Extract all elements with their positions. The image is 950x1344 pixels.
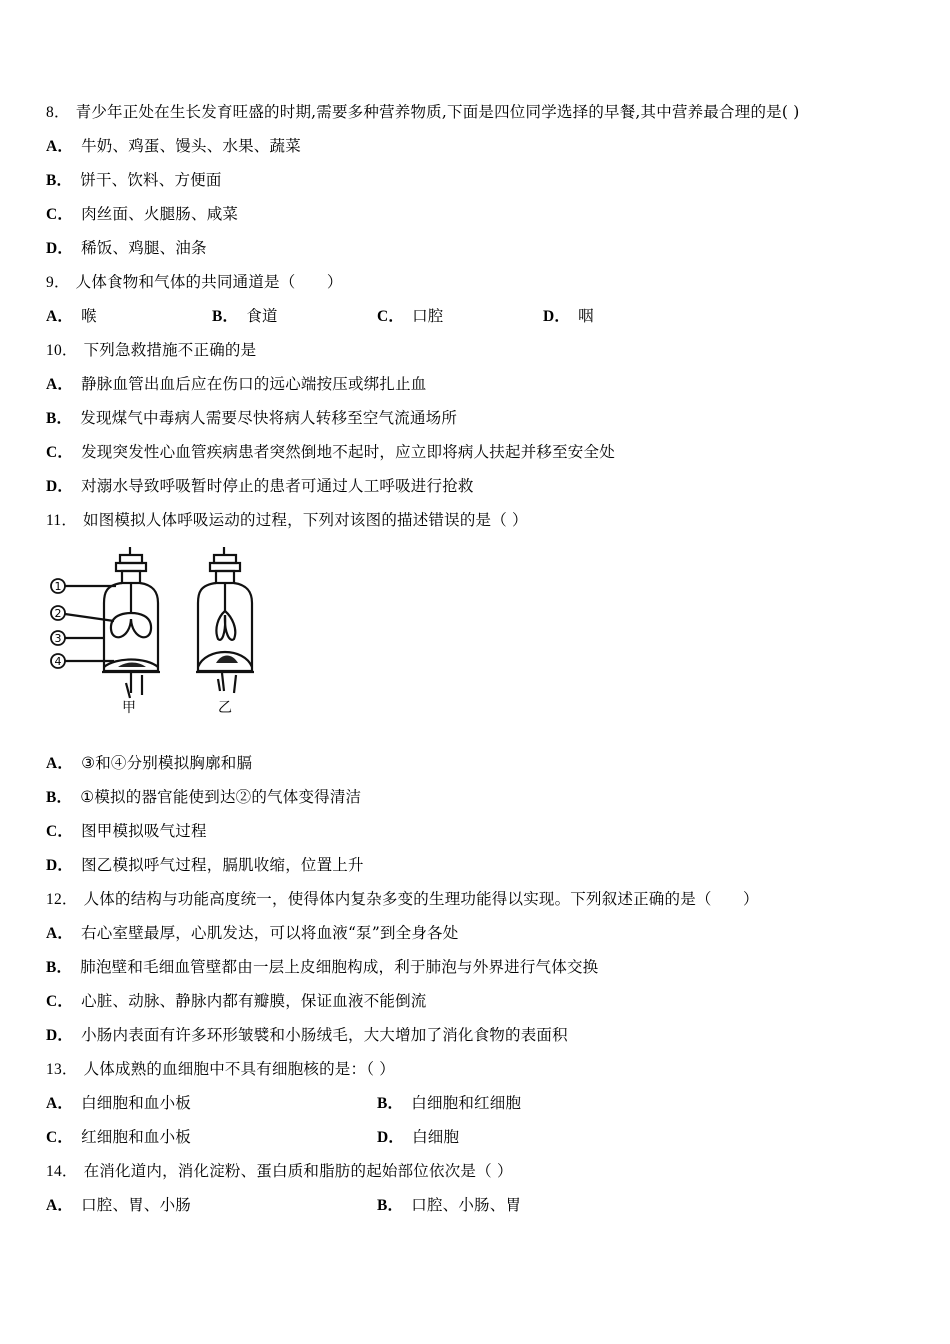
option-label: B． [377, 1095, 404, 1112]
question-9-option-b [212, 306, 278, 327]
question-number: 9． [46, 274, 70, 291]
option-label: A． [46, 376, 74, 393]
option-text: 白细胞和红细胞 [411, 1094, 522, 1112]
option-text: 图甲模拟吸气过程 [81, 822, 207, 840]
marker-1: 1 [54, 580, 62, 593]
question-text: 青少年正处在生长发育旺盛的时期,需要多种营养物质,下面是四位同学选择的早餐,其中营养最合理的是( ) [75, 103, 800, 121]
question-number: 14． [46, 1163, 78, 1180]
figure-caption-jia: 甲 [122, 700, 136, 716]
option-text: ①模拟的器官能使到达②的气体变得清洁 [80, 788, 362, 806]
option-label: B． [46, 410, 73, 427]
question-11-option-d [46, 855, 364, 876]
question-number: 12． [46, 891, 78, 908]
question-text: 如图模拟人体呼吸运动的过程，下列对该图的描述错误的是（ ） [83, 511, 528, 529]
question-9-option-d [543, 306, 594, 327]
option-label: D． [377, 1129, 405, 1146]
question-10-option-b [46, 408, 457, 429]
option-label: C． [46, 444, 74, 461]
question-10-option-c [46, 442, 615, 463]
question-text: 人体的结构与功能高度统一，使得体内复杂多变的生理功能得以实现。下列叙述正确的是（ ） [83, 890, 759, 908]
question-text: 在消化道内，消化淀粉、蛋白质和脂肪的起始部位依次是（ ） [83, 1162, 513, 1180]
marker-3: 3 [54, 632, 62, 645]
question-9-option-a [46, 306, 97, 327]
question-number: 11． [46, 512, 78, 529]
option-text: 口腔 [412, 307, 444, 325]
question-13-option-a [46, 1093, 191, 1114]
option-label: B． [46, 172, 73, 189]
option-text: 白细胞 [412, 1128, 460, 1146]
question-number: 10． [46, 342, 78, 359]
option-label: A． [46, 1095, 74, 1112]
question-9-option-c [377, 306, 444, 327]
option-label: B． [46, 789, 73, 806]
question-number: 8． [46, 104, 70, 121]
figure-caption-yi: 乙 [218, 700, 232, 716]
option-label: C． [46, 1129, 74, 1146]
bell-jar-diagram [46, 543, 276, 723]
question-text: 人体成熟的血细胞中不具有细胞核的是：（ ） [83, 1060, 395, 1078]
option-label: B． [377, 1197, 404, 1214]
option-text: 牛奶、鸡蛋、馒头、水果、蔬菜 [81, 137, 301, 155]
question-11-option-a [46, 753, 252, 774]
question-8-stem [46, 102, 799, 123]
question-13-option-c [46, 1127, 191, 1148]
question-11-option-b [46, 787, 361, 808]
option-text: 喉 [81, 307, 97, 325]
option-text: 食道 [246, 307, 278, 325]
option-text: 稀饭、鸡腿、油条 [81, 239, 207, 257]
question-8-option-c [46, 204, 238, 225]
question-12-option-d [46, 1025, 568, 1046]
option-label: B． [212, 308, 239, 325]
question-13-option-d [377, 1127, 459, 1148]
breathing-model-figure [46, 543, 276, 723]
option-label: C． [46, 993, 74, 1010]
question-8-option-b [46, 170, 222, 191]
option-label: D． [46, 857, 74, 874]
option-label: C． [46, 823, 74, 840]
option-label: B． [46, 959, 73, 976]
option-label: D． [46, 1027, 74, 1044]
question-13-option-b [377, 1093, 521, 1114]
option-label: D． [543, 308, 571, 325]
question-8-option-a [46, 136, 301, 157]
option-text: 对溺水导致呼吸暂时停止的患者可通过人工呼吸进行抢救 [81, 477, 474, 495]
question-text: 人体食物和气体的共同通道是（ ） [75, 273, 343, 291]
option-text: 图乙模拟呼气过程，膈肌收缩，位置上升 [81, 856, 364, 874]
option-label: C． [46, 206, 74, 223]
question-10-option-d [46, 476, 474, 497]
question-11-stem [46, 510, 528, 531]
option-text: 发现煤气中毒病人需要尽快将病人转移至空气流通场所 [80, 409, 458, 427]
question-text: 下列急救措施不正确的是 [83, 341, 257, 359]
marker-2: 2 [54, 607, 62, 620]
option-text: 红细胞和血小板 [81, 1128, 191, 1146]
option-label: D． [46, 240, 74, 257]
option-text: 发现突发性心血管疾病患者突然倒地不起时，应立即将病人扶起并移至安全处 [81, 443, 615, 461]
question-10-stem [46, 340, 256, 361]
option-label: D． [46, 478, 74, 495]
question-13-stem [46, 1059, 395, 1080]
option-text: 口腔、小肠、胃 [411, 1196, 522, 1214]
option-text: 小肠内表面有许多环形皱襞和小肠绒毛，大大增加了消化食物的表面积 [81, 1026, 568, 1044]
option-text: 右心室壁最厚，心肌发达，可以将血液“泵”到全身各处 [81, 924, 459, 942]
question-9-stem [46, 272, 343, 293]
option-text: 肺泡壁和毛细血管壁都由一层上皮细胞构成，利于肺泡与外界进行气体交换 [80, 958, 599, 976]
question-14-stem [46, 1161, 513, 1182]
option-label: A． [46, 755, 74, 772]
option-text: 静脉血管出血后应在伤口的远心端按压或绑扎止血 [81, 375, 427, 393]
question-12-stem [46, 889, 759, 910]
option-text: 咽 [578, 307, 594, 325]
option-label: A． [46, 308, 74, 325]
option-text: 饼干、饮料、方便面 [80, 171, 222, 189]
marker-4: 4 [54, 655, 62, 668]
question-number: 13． [46, 1061, 78, 1078]
option-text: ③和④分别模拟胸廓和膈 [81, 754, 253, 772]
option-label: A． [46, 138, 74, 155]
question-12-option-c [46, 991, 427, 1012]
question-14-option-b [377, 1195, 521, 1216]
question-8-option-d [46, 238, 207, 259]
question-14-option-a [46, 1195, 191, 1216]
option-label: A． [46, 925, 74, 942]
question-10-option-a [46, 374, 427, 395]
option-text: 白细胞和血小板 [81, 1094, 191, 1112]
question-11-option-c [46, 821, 207, 842]
option-label: C． [377, 308, 405, 325]
question-12-option-a [46, 923, 458, 944]
option-label: A． [46, 1197, 74, 1214]
option-text: 心脏、动脉、静脉内都有瓣膜，保证血液不能倒流 [81, 992, 427, 1010]
question-12-option-b [46, 957, 598, 978]
option-text: 肉丝面、火腿肠、咸菜 [81, 205, 239, 223]
option-text: 口腔、胃、小肠 [81, 1196, 191, 1214]
